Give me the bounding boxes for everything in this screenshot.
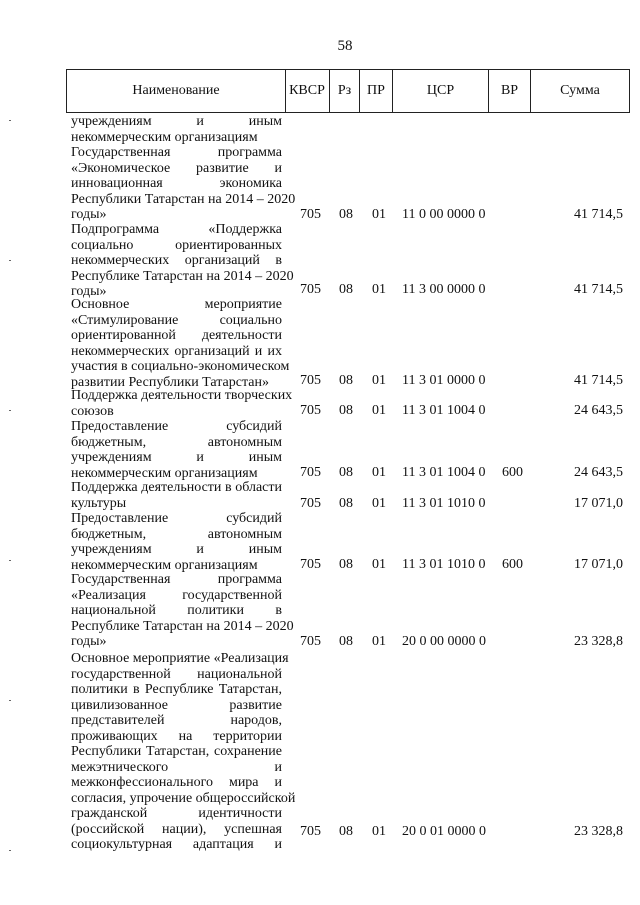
row-name-line: согласия, упрочение общероссийской <box>71 790 296 806</box>
row-name-line: некоммерческим организациям <box>71 557 258 573</box>
cell-kvsr: 705 <box>300 496 321 511</box>
row-name <box>71 651 296 853</box>
cell-rz: 08 <box>339 373 353 388</box>
row-name-line: некоммерческим организациям <box>71 129 258 145</box>
row-name-line: межконфессионального мира и <box>71 775 282 790</box>
scan-speck <box>9 560 11 561</box>
row-name-line: Предоставление субсидий <box>71 419 282 434</box>
row-name-line: Подпрограмма «Поддержка <box>71 222 282 237</box>
row-name-line: национальной политики в <box>71 603 282 618</box>
row-name-line: годы» <box>71 284 107 299</box>
scan-speck <box>9 260 11 261</box>
cell-pr: 01 <box>372 207 386 222</box>
row-name-line: бюджетным, автономным <box>71 526 282 542</box>
cell-kvsr: 705 <box>300 282 321 297</box>
scan-speck <box>9 850 11 851</box>
row-name-line: Основное мероприятие <box>71 297 282 312</box>
row-name <box>71 297 290 390</box>
row-name-line: цивилизованное развитие <box>71 697 282 713</box>
cell-csr: 20 0 00 0000 0 <box>402 634 486 649</box>
cell-sum: 17 071,0 <box>574 496 623 511</box>
row-name-line: годы» <box>71 207 107 222</box>
row-name-line: Поддержка деятельности в области <box>71 480 282 495</box>
header-name: Наименование <box>66 69 286 113</box>
cell-csr: 11 3 01 1004 0 <box>402 465 486 480</box>
scan-speck <box>9 700 11 701</box>
cell-pr: 01 <box>372 282 386 297</box>
row-name-line: некоммерческим организациям <box>71 465 258 481</box>
cell-pr: 01 <box>372 373 386 388</box>
row-name-line: Республике Татарстан на 2014 – 2020 <box>71 618 294 634</box>
row-name-line: Республики Татарстан, сохранение <box>71 744 282 759</box>
row-name-line: гражданской идентичности <box>71 806 282 821</box>
cell-sum: 24 643,5 <box>574 403 623 418</box>
cell-kvsr: 705 <box>300 824 321 839</box>
header-pr: ПР <box>360 69 393 113</box>
cell-kvsr: 705 <box>300 465 321 480</box>
row-name-line: участия в социально-экономическом <box>71 359 290 374</box>
header-sum: Сумма <box>531 69 630 113</box>
row-name-line: «Реализация государственной <box>71 587 282 603</box>
row-name-line: Республики Татарстан на 2014 – 2020 <box>71 191 296 207</box>
cell-kvsr: 705 <box>300 557 321 572</box>
row-name-line: некоммерческих организаций и их <box>71 343 282 359</box>
row-name-line: (российской нации), успешная <box>71 821 282 837</box>
row-name-line: социально ориентированных <box>71 237 282 253</box>
cell-csr: 20 0 01 0000 0 <box>402 824 486 839</box>
cell-rz: 08 <box>339 282 353 297</box>
cell-sum: 41 714,5 <box>574 282 623 297</box>
row-name-line: годы» <box>71 634 107 649</box>
row-name-line: некоммерческих организаций в <box>71 253 282 268</box>
cell-pr: 01 <box>372 634 386 649</box>
cell-csr: 11 3 01 1004 0 <box>402 403 486 418</box>
header-vr: ВР <box>489 69 531 113</box>
row-name-line: проживающих на территории <box>71 728 282 744</box>
row-name-line: Республике Татарстан на 2014 – 2020 <box>71 268 294 284</box>
cell-sum: 41 714,5 <box>574 207 623 222</box>
row-name-line: Государственная программа <box>71 145 282 160</box>
cell-rz: 08 <box>339 465 353 480</box>
row-name <box>71 388 293 419</box>
cell-csr: 11 3 00 0000 0 <box>402 282 486 297</box>
row-name-line: «Стимулирование социально <box>71 312 282 328</box>
cell-kvsr: 705 <box>300 403 321 418</box>
row-name <box>71 419 282 481</box>
cell-pr: 01 <box>372 496 386 511</box>
cell-kvsr: 705 <box>300 634 321 649</box>
cell-vr: 600 <box>502 465 523 480</box>
row-name-line: представителей народов, <box>71 713 282 728</box>
row-name-line: Основное мероприятие «Реализация <box>71 651 289 666</box>
row-name-line: межэтнического и <box>71 759 282 775</box>
row-name-line: Государственная программа <box>71 572 282 587</box>
row-name-line: Предоставление субсидий <box>71 511 282 526</box>
cell-sum: 41 714,5 <box>574 373 623 388</box>
row-name-line: политики в Республике Татарстан, <box>71 682 282 697</box>
row-name-line: учреждениям и иным <box>71 542 282 557</box>
cell-sum: 24 643,5 <box>574 465 623 480</box>
cell-pr: 01 <box>372 557 386 572</box>
cell-rz: 08 <box>339 557 353 572</box>
cell-csr: 11 3 01 1010 0 <box>402 496 486 511</box>
row-name-line: союзов <box>71 403 114 419</box>
cell-csr: 11 0 00 0000 0 <box>402 207 486 222</box>
row-name-line: развитии Республики Татарстан» <box>71 374 269 390</box>
cell-kvsr: 705 <box>300 373 321 388</box>
cell-rz: 08 <box>339 207 353 222</box>
cell-pr: 01 <box>372 403 386 418</box>
row-name <box>71 572 294 650</box>
cell-csr: 11 3 01 1010 0 <box>402 557 486 572</box>
row-name-line: «Экономическое развитие и <box>71 160 282 176</box>
cell-sum: 23 328,8 <box>574 634 623 649</box>
row-name <box>71 145 296 223</box>
row-name <box>71 480 282 511</box>
row-name <box>71 114 282 145</box>
cell-kvsr: 705 <box>300 207 321 222</box>
header-rz: Рз <box>330 69 360 113</box>
row-name-line: социокультурная адаптация и <box>71 837 282 852</box>
header-csr: ЦСР <box>393 69 489 113</box>
row-name-line: государственной национальной <box>71 666 282 682</box>
row-name-line: Поддержка деятельности творческих <box>71 388 293 403</box>
row-name <box>71 222 294 300</box>
row-name-line: учреждениям и иным <box>71 450 282 465</box>
cell-rz: 08 <box>339 403 353 418</box>
row-name-line: инновационная экономика <box>71 176 282 191</box>
cell-rz: 08 <box>339 496 353 511</box>
cell-sum: 23 328,8 <box>574 824 623 839</box>
page-number: 58 <box>337 38 353 54</box>
cell-sum: 17 071,0 <box>574 557 623 572</box>
cell-pr: 01 <box>372 465 386 480</box>
scan-speck <box>9 120 11 121</box>
header-kvsr: КВСР <box>285 69 330 113</box>
cell-csr: 11 3 01 0000 0 <box>402 373 486 388</box>
cell-pr: 01 <box>372 824 386 839</box>
row-name-line: ориентированной деятельности <box>71 328 282 343</box>
cell-rz: 08 <box>339 824 353 839</box>
cell-rz: 08 <box>339 634 353 649</box>
cell-vr: 600 <box>502 557 523 572</box>
row-name-line: учреждениям и иным <box>71 114 282 129</box>
row-name <box>71 511 282 573</box>
row-name-line: культуры <box>71 495 127 511</box>
scan-speck <box>9 410 11 411</box>
row-name-line: бюджетным, автономным <box>71 434 282 450</box>
